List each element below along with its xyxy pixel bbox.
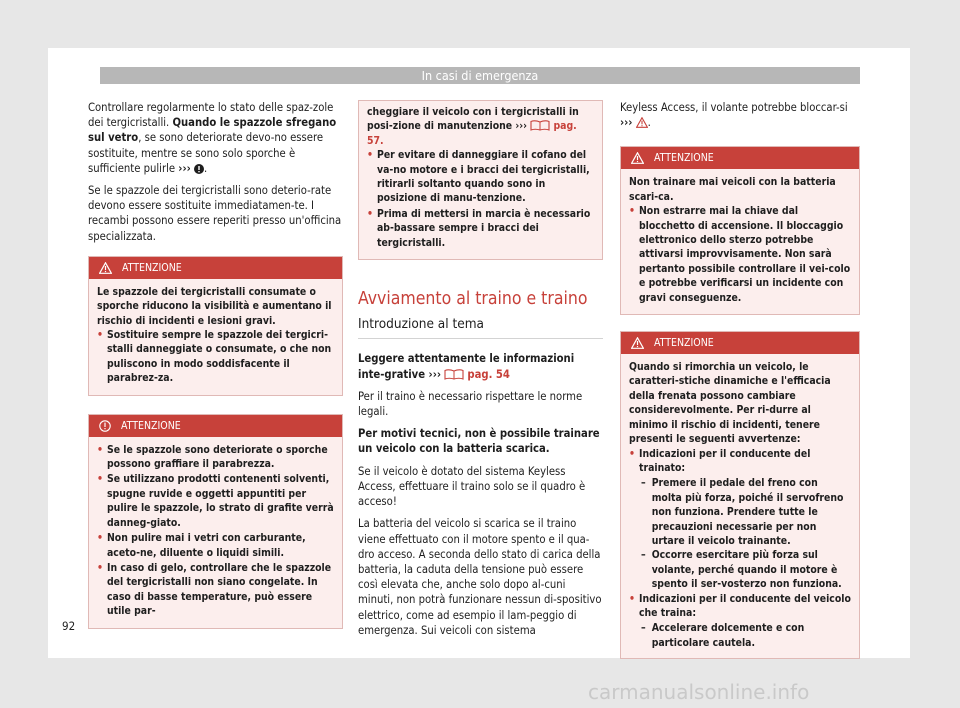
list-item: • Non estrarre mai la chiave dal blocchetto di accensione. Il bloccaggio elettronico dello sterzo potrebbe attivarsi improvvisamente. Non sarà pertanto possibile controllare il vei-colo e potrebbe verificarsi un incidente con gravi conseguenze. [629,205,851,304]
list-item: • Indicazioni per il conducente del trainato: [629,447,811,474]
page-ref[interactable]: pag. 57. [367,120,577,147]
note-box-1 [88,414,343,629]
list-item: • Indicazioni per il conducente del veicolo che traina: [629,592,851,619]
warning-triangle-icon [631,337,644,349]
paragraph-bold: Per motivi tecnici, non è possibile trainare un veicolo con la batteria scarica. [358,427,600,456]
warning-triangle-icon [636,117,648,128]
list-item: • Sostituire sempre le spazzole dei tergicri-stalli danneggiate o consumate, o che non puliscono in modo soddisfacente il parabrez-za. [97,329,332,385]
list-item: • Se le spazzole sono deteriorate o sporche possono graffiare il parabrezza. [97,443,328,471]
ref-arrow: ››› [178,161,191,175]
warning-header: ATTENZIONE [621,147,859,169]
page-number: 92 [62,619,76,633]
note-header: ATTENZIONE [89,415,342,437]
warning-header: ATTENZIONE [89,257,342,279]
warning-triangle-icon [631,152,644,164]
warning-body: Non trainare mai veicoli con la batteria scari-ca. • Non estrarre mai la chiave dal blocchetto di accensione. Il bloccaggio elettronico dello sterzo potrebbe attivarsi improvvisamente. Non sarà pertanto possibile controllare il vei-colo e potrebbe verificarsi un incidente con gravi conseguenze. [629,176,851,304]
list-item: • Per evitare di danneggiare il cofano del va-no motore e i bracci dei tergicristalli, ritirarli soltanto quando sono in posizione di manu-tenzione. [367,149,590,205]
page-header [100,67,860,84]
paragraph: Se il veicolo è dotato del sistema Keyless Access, effettuare il traino solo se il quadro è acceso! [358,464,586,509]
list-item: • Non pulire mai i vetri con carburante, aceto-ne, diluente o liquidi simili. [97,532,306,559]
paragraph-lead: Leggere attentamente le informazioni inte-grative ››› pag. 54 [358,352,575,381]
sub-list-item: – Accelerare dolcemente e con particolare cautela. [641,622,805,649]
column-3 [620,100,860,659]
book-icon [530,120,550,131]
book-icon [444,369,464,380]
column-2 [358,100,603,645]
paragraph: Per il traino è necessario rispettare le norme legali. [358,389,583,419]
list-item: • Se utilizzano prodotti contenenti solventi, spugne ruvide e oggetti appuntiti per pulire le spazzole, lo strato di grafite verrà danneg-giato. [97,473,334,529]
warning-triangle-icon [99,262,112,274]
paragraph-wiper-check: Controllare regolarmente lo stato delle spaz-zole dei tergicristalli. Quando le spazzole sfregano sul vetro, se sono deteriorate devo-no essere sostituite, mentre se sono solo sporche è sufficiente pulirle ››› . [88,101,337,175]
info-icon [194,164,204,174]
warning-box-3 [620,331,860,659]
section-title: Avviamento al traino e traino [358,289,588,310]
sub-list-item: – Premere il pedale del freno con molta più forza, poiché il servofreno non funziona. Prendere tutte le precauzioni necessarie per non urtare il veicolo trainante. [641,477,844,547]
note-body [89,437,342,628]
sub-list-item: – Occorre esercitare più forza sul volante, perché quando il motore è spento il ser-vosterzo non funziona. [641,549,842,591]
section-subtitle: Introduzione al tema [358,316,484,333]
paragraph: Keyless Access, il volante potrebbe bloccar-si ››› . [620,101,848,130]
paragraph: La batteria del veicolo si scarica se il traino viene effettuato con il motore spento e il qua-dro acceso. A seconda dello stato di carica della batteria, la caduta della tensione può essere così elevata che, anche solo dopo al-cuni minuti, non potrà funzionare nessun di-spositivo elettrico, come ad esempio il lam-peggio di emergenza. Sui veicoli con sistema [358,517,602,637]
warning-body: Quando si rimorchia un veicolo, le caratteri-stiche dinamiche e l'efficacia della frenata possono cambiare considerevolmente. Per ri-durre al minimo il rischio di incidenti, tenere presenti le seguenti avvertenze: • Indicazioni per il conducente del trainato: – Premere il pedale del freno con molta più forza, poiché il servofreno non funziona. Prendere tutte le precauzioni necessarie per non urtare il veicolo trainante. – Occorre esercitare più forza sul volante, perché quando il motore è spento il ser-vosterzo non funziona. • Indicazioni per il conducente del veicolo che traina: – Accelerare dolcemente e con particolare cautela. [629,361,851,649]
list-item: • Prima di mettersi in marcia è necessario ab-bassare sempre i bracci dei tergicristalli. [367,207,591,249]
divider [358,338,603,339]
column-1 [88,100,343,629]
warning-header: ATTENZIONE [621,332,859,354]
warning-box-1 [88,256,343,396]
header-title: In casi di emergenza [421,68,539,83]
paragraph-wiper-replace: Se le spazzole dei tergicristalli sono deterio-rate devono essere sostituite immediatamen-te. I recambi possono essere reperiti presso un'officina specializzata. [88,184,342,243]
list-item: • In caso di gelo, controllare che le spazzole del tergicristalli non siano congelate. In caso di basse temperature, può essere utile par- [97,561,332,618]
watermark: carmanualsonline.info [588,680,810,704]
note-box-continued: cheggiare il veicolo con i tergicristalli in posi-zione di manutenzione ››› pag. 57. • Per evitare di danneggiare il cofano del va-no motore e i bracci dei tergicristalli, ritirarli soltanto quando sono in posizione di manu-tenzione. • Prima di mettersi in marcia è necessario ab-bassare sempre i bracci dei tergicristalli. [358,100,603,260]
page-ref[interactable]: pag. 54 [467,367,510,381]
info-circle-icon [99,420,111,432]
warning-body: Le spazzole dei tergicristalli consumate o sporche riducono la visibilità e aumentano il rischio di incidenti e lesioni gravi. • Sostituire sempre le spazzole dei tergicri-stalli danneggiate o consumate, o che non puliscono in modo soddisfacente il parabrez-za. [89,279,342,395]
warning-box-2 [620,146,860,315]
